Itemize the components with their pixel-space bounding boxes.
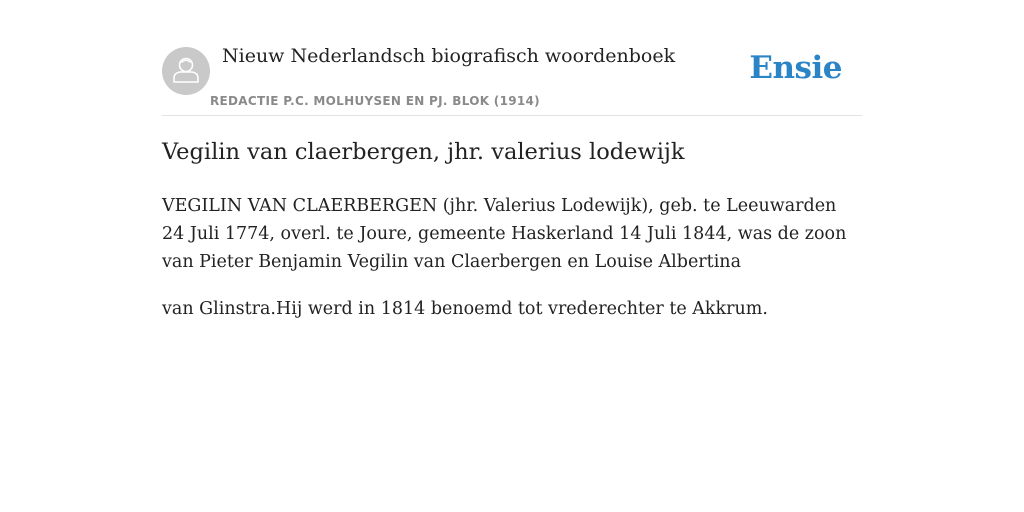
entry-title: Vegilin van claerbergen, jhr. valerius lodewijk xyxy=(162,139,685,165)
brand-logo[interactable]: Ensie xyxy=(749,50,842,86)
source-credit: REDACTIE P.C. MOLHUYSEN EN PJ. BLOK (1914) xyxy=(210,94,540,108)
source-title[interactable]: Nieuw Nederlandsch biografisch woordenboek xyxy=(222,45,676,67)
source-header xyxy=(162,36,862,116)
user-icon xyxy=(162,47,210,95)
avatar[interactable] xyxy=(162,47,210,95)
entry-paragraph: VEGILIN VAN CLAERBERGEN (jhr. Valerius Lodewijk), geb. te Leeuwarden 24 Juli 1774, overl. te Joure, gemeente Haskerland 14 Juli 1844, was de zoon van Pieter Benjamin Vegilin van Claerbergen en Louise Albertina xyxy=(162,196,847,272)
entry-paragraph: van Glinstra.Hij werd in 1814 benoemd tot vrederechter te Akkrum. xyxy=(162,299,768,319)
entry-body xyxy=(162,192,862,342)
